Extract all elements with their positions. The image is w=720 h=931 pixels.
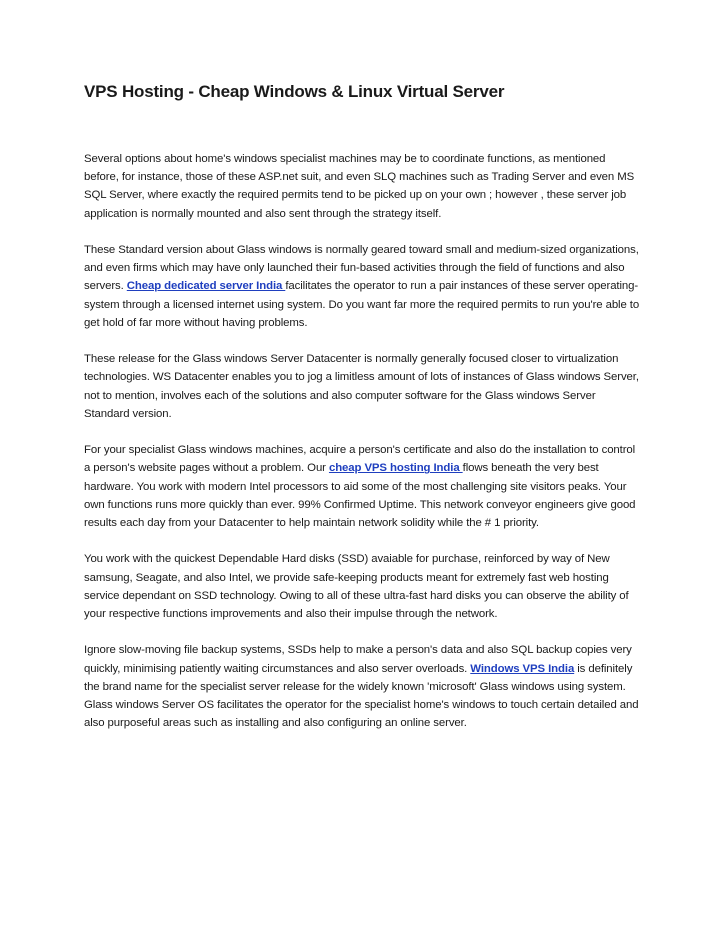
paragraph-text: flows beneath the very best hardware. You work with modern Intel processors to aid some of the most challenging site visitors peaks. Your own functions runs more quickly than ever. 99% Confirmed Uptime. This network conveyor engineers give good results each day from your Datacenter to help maintain network solidity while the # 1 priority. — [84, 462, 636, 530]
cheap-dedicated-server-link[interactable]: Cheap dedicated server India — [126, 280, 286, 293]
paragraph-3 — [84, 350, 640, 423]
windows-vps-link[interactable]: Windows VPS India — [470, 662, 575, 675]
document-title: VPS Hosting - Cheap Windows & Linux Virtual Server — [84, 82, 505, 101]
paragraph-2 — [84, 241, 640, 332]
paragraph-text: For your specialist Glass windows machines, acquire a person's certificate and also do the installation to control a person's website pages without a problem. Our — [84, 444, 636, 475]
paragraph-text: These Standard version about Glass windows is normally geared toward small and medium-sized organizations, and even firms which may have only launched their fun-based activities through the field of functions and also servers. — [84, 244, 639, 293]
paragraph-text: Several options about home's windows specialist machines may be to coordinate functions, as mentioned before, for instance, those of these ASP.net suit, and even SLQ machines such as Trading Server and even MS SQL Server, where exactly the required permits tend to be picked up on your own ; however , these server job application is normally mounted and also sent through the strategy itself. — [84, 153, 635, 220]
paragraph-text: Ignore slow-moving file backup systems, SSDs help to make a person's data and also SQL backup copies very quickly, minimising patiently waiting circumstances and also server overloads. — [84, 644, 632, 675]
paragraph-6 — [84, 641, 640, 732]
paragraph-text: is definitely the brand name for the specialist server release for the widely known 'microsoft' Glass windows using system. Glass windows Server OS facilitates the operator for the specialist home's windows to touch certain detailed and also purposeful areas such as installing and also configuring an online server. — [84, 662, 639, 730]
paragraph-4 — [84, 441, 640, 532]
paragraph-5 — [84, 550, 640, 623]
cheap-vps-hosting-link[interactable]: cheap VPS hosting India — [328, 462, 463, 475]
paragraph-text: facilitates the operator to run a pair instances of these server operating-system through a licensed internet using system. Do you want far more the required permits to run you're able to get hold of far more without having problems. — [84, 280, 640, 329]
paragraph-text: You work with the quickest Dependable Hard disks (SSD) avaiable for purchase, reinforced by way of New samsung, Seagate, and also Intel, we provide safe-keeping products meant for extremely fast web hosting service dependant on SSD technology. Owing to all of these ultra-fast hard disks you can observe the ability of your respective functions improvements and also their impulse through the network. — [84, 553, 629, 621]
paragraph-1 — [84, 150, 640, 223]
paragraph-text: These release for the Glass windows Server Datacenter is normally generally focused closer to virtualization technologies. WS Datacenter enables you to jog a limitless amount of lots of instances of Glass windows Server, not to mention, involves each of the solutions and also computer software for the Glass windows Server Standard version. — [84, 353, 639, 420]
document-page — [84, 82, 640, 751]
